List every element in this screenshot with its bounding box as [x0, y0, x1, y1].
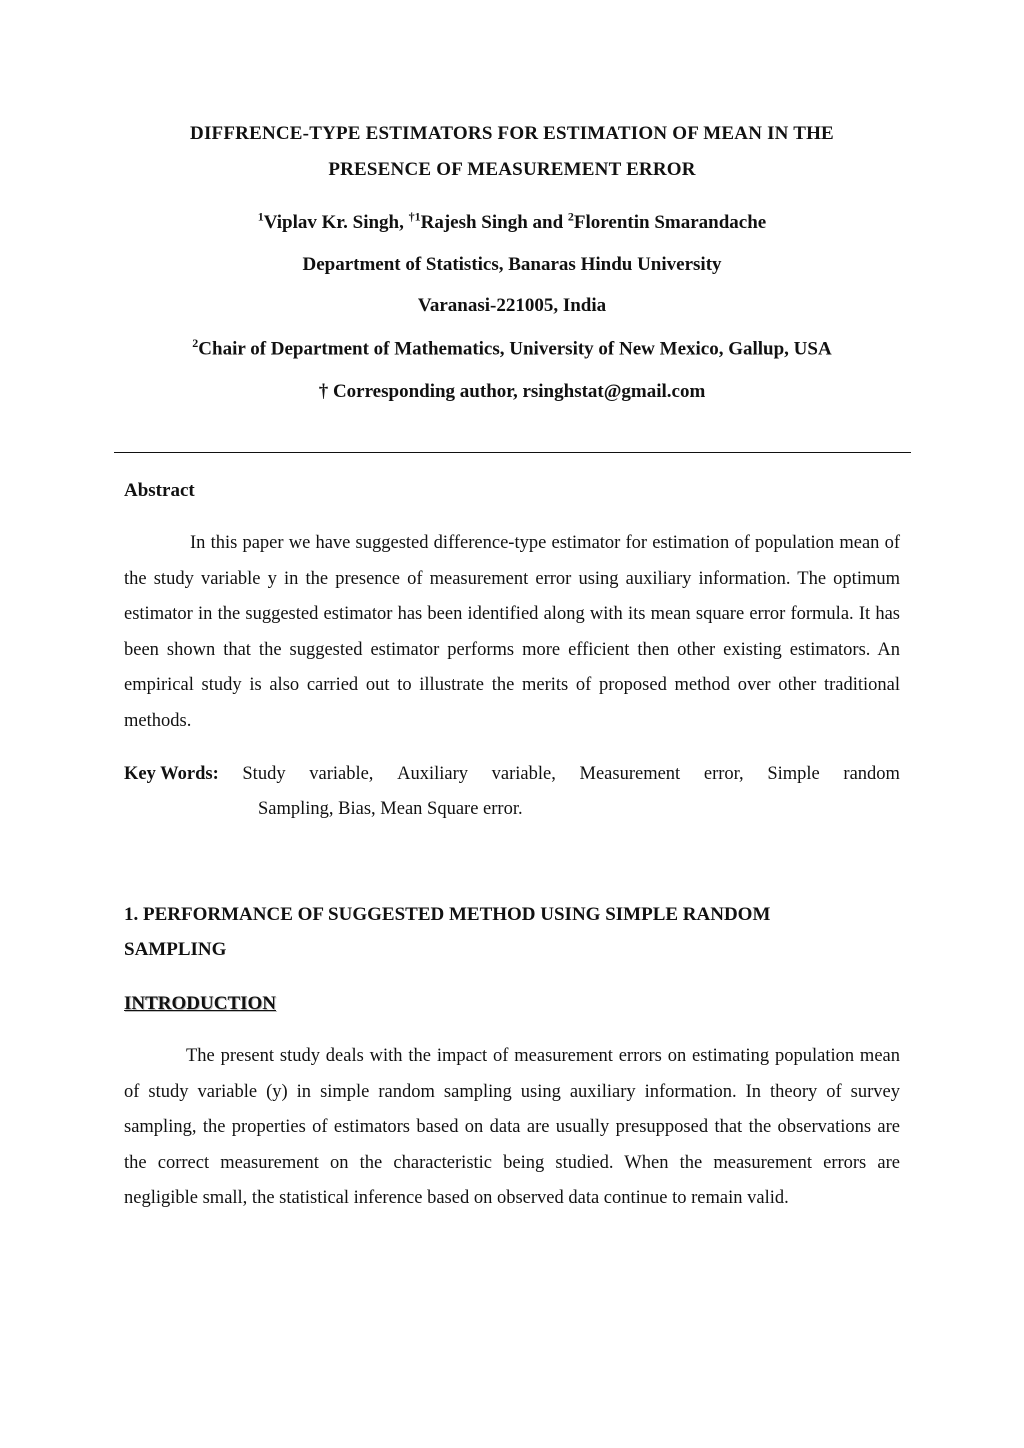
- chair-text: Chair of Department of Mathematics, University of New Mexico, Gallup, USA: [198, 338, 832, 360]
- introduction-text: The present study deals with the impact of measurement errors on estimating population mean of study variable (y) in simple random sampling using auxiliary information. In theory of survey sampling, the properties of estimators based on data are usually presupposed that the observations are the correct measurement on the characteristic being studied. When the measurement errors are negligible small, the statistical inference based on observed data continue to remain valid.: [124, 1046, 900, 1208]
- corresponding-author: † Corresponding author, rsinghstat@gmail.com: [318, 381, 706, 402]
- abstract-heading: Abstract: [124, 480, 195, 501]
- keyword-word: variable,: [491, 764, 556, 784]
- affiliation-chair: [0, 336, 1024, 360]
- keyword-word: Measurement: [579, 764, 681, 784]
- header-divider: [114, 452, 911, 453]
- keywords-continuation: Sampling, Bias, Mean Square error.: [258, 799, 523, 819]
- author-list: [0, 209, 1024, 234]
- affiliation-department: Department of Statistics, Banaras Hindu University: [302, 254, 722, 275]
- section-1-heading-line-2: SAMPLING: [124, 939, 227, 960]
- author-3-name: Florentin Smarandache: [573, 212, 767, 233]
- abstract-paragraph: [124, 526, 900, 739]
- introduction-heading: INTRODUCTION: [124, 993, 277, 1014]
- keywords-label: Key Words:: [124, 764, 219, 784]
- author-3-affiliation-mark: 2: [567, 209, 574, 224]
- keyword-word: random: [843, 764, 900, 784]
- abstract-text: In this paper we have suggested difference-type estimator for estimation of population mean of the study variable y in the presence of measurement error using auxiliary information. The optimum estimator in the suggested estimator has been identified along with its mean square error formula. It has been shown that the suggested estimator performs more efficient then other existing estimators. An empirical study is also carried out to illustrate the merits of proposed method over other traditional methods.: [124, 533, 900, 731]
- author-2-affiliation-mark: †1: [408, 209, 421, 224]
- introduction-paragraph: [124, 1039, 900, 1217]
- keyword-word: variable,: [309, 764, 374, 784]
- keyword-word: Simple: [767, 764, 820, 784]
- keywords-block: [124, 757, 900, 827]
- keyword-word: Auxiliary: [397, 764, 468, 784]
- author-2-name: Rajesh Singh and: [420, 212, 564, 233]
- paper-title-line-1: DIFFRENCE-TYPE ESTIMATORS FOR ESTIMATION OF MEAN IN THE: [190, 123, 834, 144]
- author-1-affiliation-mark: 1: [257, 209, 264, 224]
- keyword-word: Study: [242, 764, 286, 784]
- paper-title-line-2: PRESENCE OF MEASUREMENT ERROR: [328, 159, 696, 180]
- keywords-first-line: [124, 757, 900, 792]
- chair-affiliation-mark: 2: [192, 336, 199, 350]
- section-1-heading: [124, 897, 904, 967]
- affiliation-city: Varanasi-221005, India: [417, 295, 607, 316]
- keyword-word: error,: [703, 764, 744, 784]
- section-1-heading-line-1: 1. PERFORMANCE OF SUGGESTED METHOD USING SIMPLE RANDOM: [124, 904, 771, 925]
- author-1-name: Viplav Kr. Singh,: [263, 212, 404, 233]
